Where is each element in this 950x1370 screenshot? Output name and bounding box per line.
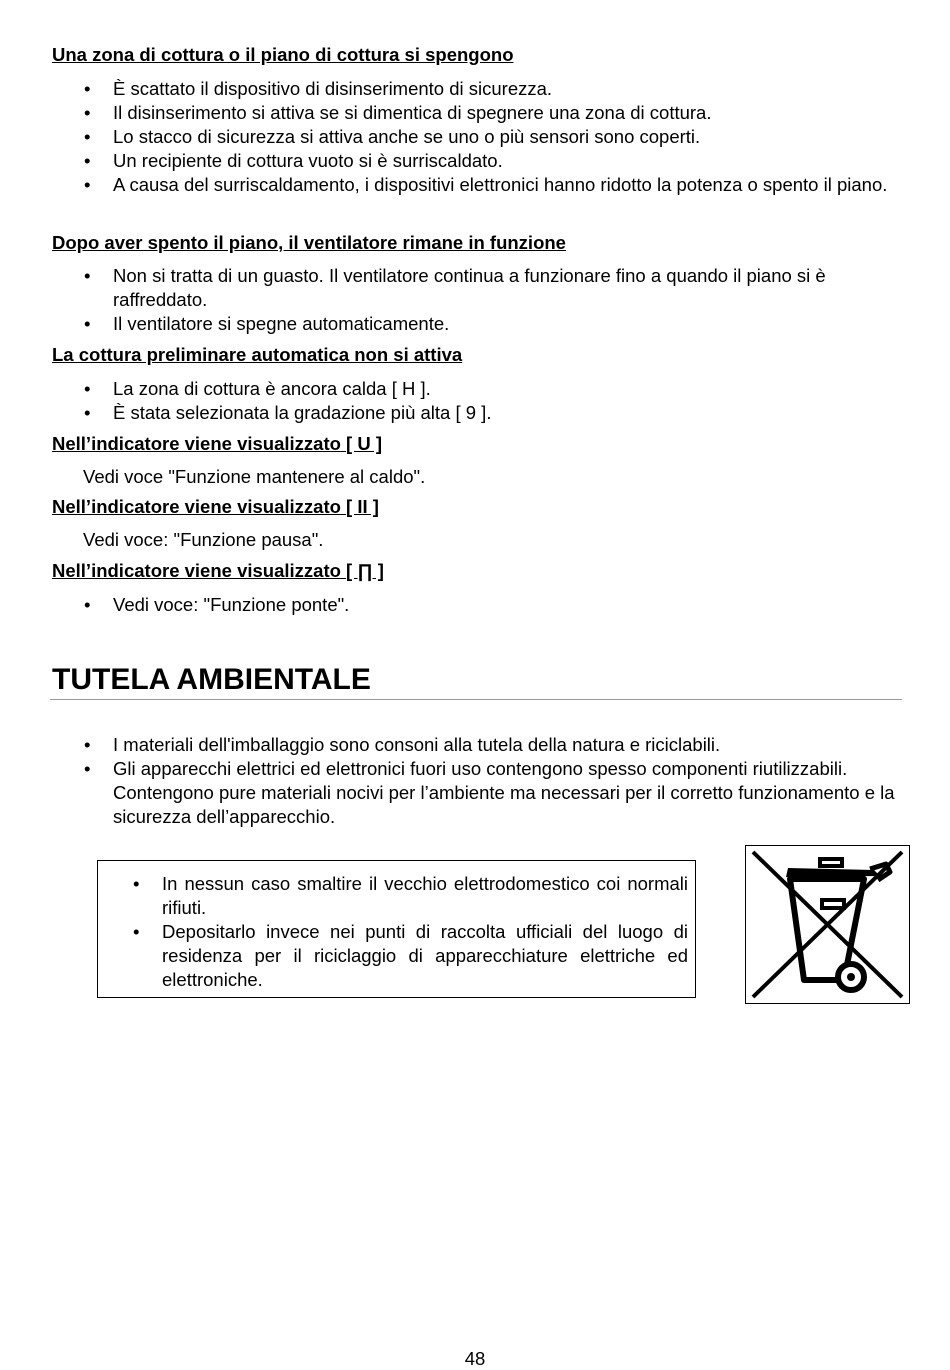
list-environment (0, 733, 903, 829)
list-item: • A causa del surriscaldamento, i dispositivi elettronici hanno ridotto la potenza o spento il piano. (0, 173, 903, 197)
crossed-out-wheelie-bin-icon (745, 845, 910, 1004)
list-item: • Un recipiente di cottura vuoto si è surriscaldato. (0, 149, 903, 173)
list-fan-running (0, 264, 903, 336)
indicator-code: [ II ] (346, 496, 379, 517)
list-item: • I materiali dell'imballaggio sono consoni alla tutela della natura e riciclabili. (0, 733, 903, 757)
page-number: 48 (464, 1348, 486, 1369)
list-item: • Gli apparecchi elettrici ed elettronici fuori uso contengono spesso componenti riutilizzabili. Contengono pure materiali nocivi per l’ambiente ma necessari per il corretto funzionamento e la sicurezza dell’apparecchio. (0, 757, 903, 829)
heading-zone-switch-off: Una zona di cottura o il piano di cottura si spengono (52, 44, 514, 65)
section-title-environment: TUTELA AMBIENTALE (52, 663, 371, 696)
indicator-code: [ ∏ ] (346, 560, 384, 581)
title-divider (50, 699, 902, 700)
disposal-notice-box (97, 860, 696, 998)
list-item: • Il ventilatore si spegne automaticamente. (0, 312, 903, 336)
list-item: • Depositarlo invece nei punti di raccolta ufficiali del luogo di residenza per il riciclaggio di apparecchiature elettriche ed elettroniche. (98, 920, 688, 992)
list-item: • La zona di cottura è ancora calda [ H ]. (0, 377, 903, 401)
heading-prefix: Nell’indicatore viene visualizzato (52, 496, 341, 517)
list-item: • Non si tratta di un guasto. Il ventilatore continua a funzionare fino a quando il piano si è raffreddato. (0, 264, 903, 312)
list-item: • È scattato il dispositivo di disinserimento di sicurezza. (0, 77, 903, 101)
heading-indicator-ii (52, 496, 379, 518)
list-item: • Vedi voce: "Funzione ponte". (0, 593, 903, 617)
list-item: • In nessun caso smaltire il vecchio elettrodomestico coi normali rifiuti. (98, 872, 688, 920)
heading-prefix: Nell’indicatore viene visualizzato (52, 433, 341, 454)
heading-indicator-bridge (52, 560, 384, 582)
indicator-code: [ U ] (346, 433, 383, 454)
list-indicator-bridge (0, 593, 903, 617)
list-item: • Lo stacco di sicurezza si attiva anche se uno o più sensori sono coperti. (0, 125, 903, 149)
list-zone-switch-off (0, 77, 903, 197)
heading-preheat-not-active: La cottura preliminare automatica non si attiva (52, 344, 463, 365)
heading-indicator-u (52, 433, 382, 455)
disposal-list (98, 872, 688, 992)
heading-prefix: Nell’indicatore viene visualizzato (52, 560, 341, 581)
list-preheat-not-active (0, 377, 903, 425)
heading-fan-running: Dopo aver spento il piano, il ventilatore rimane in funzione (52, 232, 566, 253)
text-indicator-ii: Vedi voce: "Funzione pausa". (83, 529, 324, 550)
text-indicator-u: Vedi voce "Funzione mantenere al caldo". (83, 466, 426, 487)
list-item: • È stata selezionata la gradazione più alta [ 9 ]. (0, 401, 903, 425)
list-item: • Il disinserimento si attiva se si dimentica di spegnere una zona di cottura. (0, 101, 903, 125)
